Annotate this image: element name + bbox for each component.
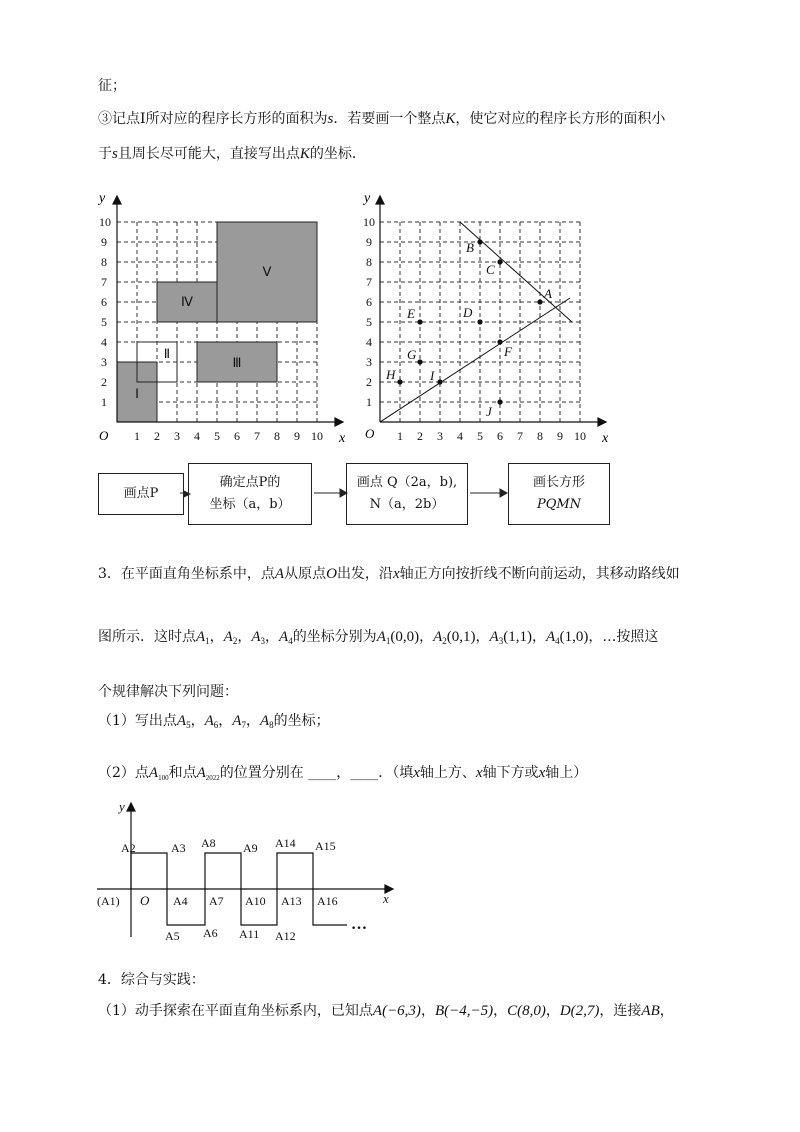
label-a14: A14: [275, 836, 296, 850]
axis-y-label: y: [364, 191, 371, 206]
tick-y-3: 3: [101, 355, 107, 369]
label-a3: A3: [171, 841, 186, 855]
var-s: s: [327, 111, 334, 127]
text-line-2: [98, 108, 665, 128]
q4-line-2: （1）动手探索在平面直角坐标系内，已知点A(−6,3)，B(−4,−5)，C(8,0)，D(2,7)，连接AB，: [98, 1003, 674, 1019]
tick-x-4: 4: [457, 429, 463, 443]
flow-box-text: N（a，2b）: [369, 497, 445, 512]
flow-box-text: 画点P: [123, 486, 159, 501]
var-a1: $A_1$: [196, 629, 210, 646]
axis-y-label: y: [119, 799, 125, 814]
point-C: [497, 259, 502, 264]
tick-x-1: 1: [134, 429, 140, 443]
axis-x-label: x: [339, 431, 346, 446]
coord-a1: $A_1(0,0)$: [376, 629, 420, 646]
axis-x-label: x: [602, 431, 609, 446]
tick-x-5: 5: [214, 429, 220, 443]
flow-box-text: 画长方形: [532, 475, 585, 490]
q3-line-5: [98, 762, 587, 782]
point-E: [417, 319, 422, 324]
tick-y-10: 10: [99, 215, 111, 229]
var-o: O: [326, 566, 337, 582]
text-seg: 和点: [168, 765, 197, 781]
point-D: [477, 319, 482, 324]
var-a100: $A_{100}$: [148, 765, 169, 782]
label-a16: A16: [317, 894, 338, 908]
text-seg: 轴上）: [545, 765, 588, 781]
tick-x-9: 9: [557, 429, 563, 443]
label-a4: A4: [173, 894, 188, 908]
label-H: H: [386, 367, 396, 382]
var-a6: $A_6$: [204, 713, 219, 730]
label-B: B: [466, 240, 474, 255]
point-G: [417, 359, 422, 364]
q4-line-1: 4．综合与实践：: [98, 972, 205, 988]
var-x: x: [392, 566, 400, 582]
var-a7: $A_7$: [232, 713, 246, 730]
label-a7: A7: [209, 894, 224, 908]
origin-label: O: [365, 426, 375, 441]
flow-box-text: 坐标（a，b）: [209, 497, 291, 512]
point-H: [397, 379, 402, 384]
point-d-coord: D(2,7): [559, 1003, 600, 1019]
point-c-coord: C(8,0): [507, 1003, 546, 1019]
var-a8: $A_8$: [259, 713, 274, 730]
point-b-coord: B(−4,−5): [434, 1003, 494, 1019]
line-descending: [460, 222, 572, 322]
point-a-coord: A(−6,3): [372, 1003, 421, 1019]
flow-box-draw-rect: [508, 463, 610, 525]
text-seg: 轴正方向按折线不断向前运动，其移动路线如: [399, 566, 680, 582]
label-a11: A11: [239, 927, 260, 941]
points-figure: [355, 190, 615, 450]
tick-x-9: 9: [294, 429, 300, 443]
text-seg: 的坐标分别为: [292, 629, 377, 645]
var-a5: $A_5$: [176, 713, 191, 730]
q3-line-1: [98, 563, 680, 583]
label-II: Ⅱ: [163, 346, 171, 361]
tick-y-9: 9: [101, 235, 107, 249]
tick-y-7: 7: [101, 275, 107, 289]
text-seg: 轴下方或: [482, 765, 539, 781]
tick-x-2: 2: [154, 429, 160, 443]
tick-y-4: 4: [101, 335, 107, 349]
tick-x-3: 3: [174, 429, 180, 443]
point-J: [497, 399, 502, 404]
text-seg: 出发，沿: [336, 566, 393, 582]
label-a13: A13: [281, 894, 302, 908]
text-line-3: [98, 143, 366, 163]
label-E: E: [407, 306, 415, 321]
point-I: [437, 379, 442, 384]
origin-label: O: [99, 428, 109, 443]
text-seg: 图所示．这时点: [98, 629, 196, 645]
label-a2: A2: [121, 841, 136, 855]
text-line-1: 征；: [98, 78, 126, 94]
label-G: G: [407, 347, 417, 362]
flow-arrows: [180, 483, 520, 503]
label-a1: (A1): [97, 894, 120, 908]
var-s: s: [112, 146, 118, 162]
var-k: K: [299, 146, 310, 162]
var-x: x: [475, 765, 483, 781]
text-seg: ．若要画一个整点: [333, 111, 446, 127]
flow-arrow-first: [183, 489, 193, 499]
tick-x-10: 10: [574, 429, 586, 443]
text-seg: （2）点: [98, 765, 149, 781]
label-a12: A12: [275, 929, 296, 943]
label-a5: A5: [165, 929, 180, 943]
point-F: [497, 339, 502, 344]
text-seg: 的坐标．: [309, 146, 366, 162]
label-J: J: [486, 404, 492, 419]
tick-y-8: 8: [101, 255, 107, 269]
point-A: [537, 299, 542, 304]
tick-y-7: 7: [366, 275, 372, 289]
label-C: C: [486, 262, 495, 277]
text-seg: 的位置分别在 ____，____．（填: [219, 765, 414, 781]
rectangles-figure: [95, 190, 355, 450]
label-a8: A8: [201, 836, 216, 850]
label-a10: A10: [245, 894, 266, 908]
flow-box-text: 画点 Q（2a，b),: [356, 475, 458, 490]
tick-y-6: 6: [101, 295, 107, 309]
tick-x-4: 4: [194, 429, 200, 443]
tick-y-1: 1: [101, 395, 107, 409]
tick-y-2: 2: [101, 375, 107, 389]
origin-label: O: [140, 893, 150, 908]
text-seg: ，…按照这: [588, 629, 659, 645]
var-a2022: $A_{2022}$: [196, 765, 220, 782]
tick-y-5: 5: [101, 315, 107, 329]
label-I: I: [430, 368, 435, 383]
text-seg: ，连接: [599, 1003, 642, 1019]
var-x: x: [413, 765, 420, 781]
text-seg: 轴上方、: [419, 765, 476, 781]
tick-x-7: 7: [254, 429, 260, 443]
var-k: K: [445, 111, 456, 127]
var-a4: $A_4$: [279, 629, 293, 646]
text-seg: 于: [98, 146, 112, 162]
tick-x-8: 8: [274, 429, 280, 443]
coord-a2: $A_2(0,1)$: [433, 629, 476, 646]
coord-a3: $A_3(1,1)$: [489, 629, 532, 646]
label-D: D: [463, 305, 473, 320]
label-V: Ⅴ: [262, 264, 272, 279]
tick-x-6: 6: [234, 429, 240, 443]
text-seg: （1）写出点: [98, 713, 177, 729]
text-seg: 且周长尽可能大，直接写出点: [117, 146, 300, 162]
label-IV: Ⅳ: [181, 294, 193, 309]
tick-x-6: 6: [497, 429, 503, 443]
flow-box-text: 确定点P的: [219, 475, 281, 490]
label-A: A: [544, 286, 552, 301]
tick-y-9: 9: [366, 235, 372, 249]
label-F: F: [504, 344, 512, 359]
axis-y-label: y: [99, 191, 106, 206]
text-seg: （1）动手探索在平面直角坐标系内，已知点: [98, 1003, 373, 1019]
tick-y-5: 5: [366, 315, 372, 329]
var-a3: $A_3$: [251, 629, 266, 646]
ellipsis: …: [351, 916, 367, 933]
flow-box-text: PQMN: [536, 497, 582, 512]
tick-y-6: 6: [366, 295, 372, 309]
axis-x-label: x: [383, 891, 389, 906]
tick-y-1: 1: [366, 395, 372, 409]
text-seg: ，使它对应的程序长方形的面积小: [455, 111, 666, 127]
label-a15: A15: [315, 839, 336, 853]
tick-x-1: 1: [397, 429, 403, 443]
tick-x-8: 8: [537, 429, 543, 443]
coord-a4: $A_4(1,0)$: [545, 629, 589, 646]
label-a9: A9: [243, 841, 258, 855]
label-I: Ⅰ: [135, 386, 139, 401]
tick-y-8: 8: [366, 255, 372, 269]
var-a1: A: [274, 566, 285, 582]
text-seg: ③记点Ⅰ所对应的程序长方形的面积为: [98, 111, 328, 127]
tick-y-4: 4: [366, 335, 372, 349]
var-x: x: [538, 765, 546, 781]
text-seg: 的坐标；: [273, 713, 330, 729]
q3-line-3: 个规律解决下列问题：: [98, 684, 238, 700]
tick-y-3: 3: [366, 355, 372, 369]
flow-box-draw-p: [98, 473, 184, 515]
tick-x-3: 3: [437, 429, 443, 443]
text-seg: 从原点: [284, 566, 327, 582]
text-seg: 3．在平面直角坐标系中，点: [98, 566, 275, 582]
q3-line-4: （1）写出点$A_5$，$A_6$，$A_7$，$A_8$的坐标；: [98, 713, 330, 730]
segment-ab: AB: [641, 1003, 660, 1019]
tick-x-7: 7: [517, 429, 523, 443]
var-a2: $A_2$: [223, 629, 238, 646]
tick-x-2: 2: [417, 429, 423, 443]
point-B: [477, 239, 482, 244]
q3-line-2: 图所示．这时点$A_1$，$A_2$，$A_3$，$A_4$的坐标分别为$A_1(0,0)$，$A_2(0,1)$，$A_3(1,1)$，$A_4(1,0)$，…按照这: [98, 629, 659, 646]
label-III: Ⅲ: [232, 355, 242, 370]
label-a6: A6: [203, 926, 218, 940]
tick-y-10: 10: [363, 215, 375, 229]
zigzag-figure: [95, 797, 405, 949]
tick-x-10: 10: [311, 429, 323, 443]
tick-y-2: 2: [366, 375, 372, 389]
tick-x-5: 5: [477, 429, 483, 443]
